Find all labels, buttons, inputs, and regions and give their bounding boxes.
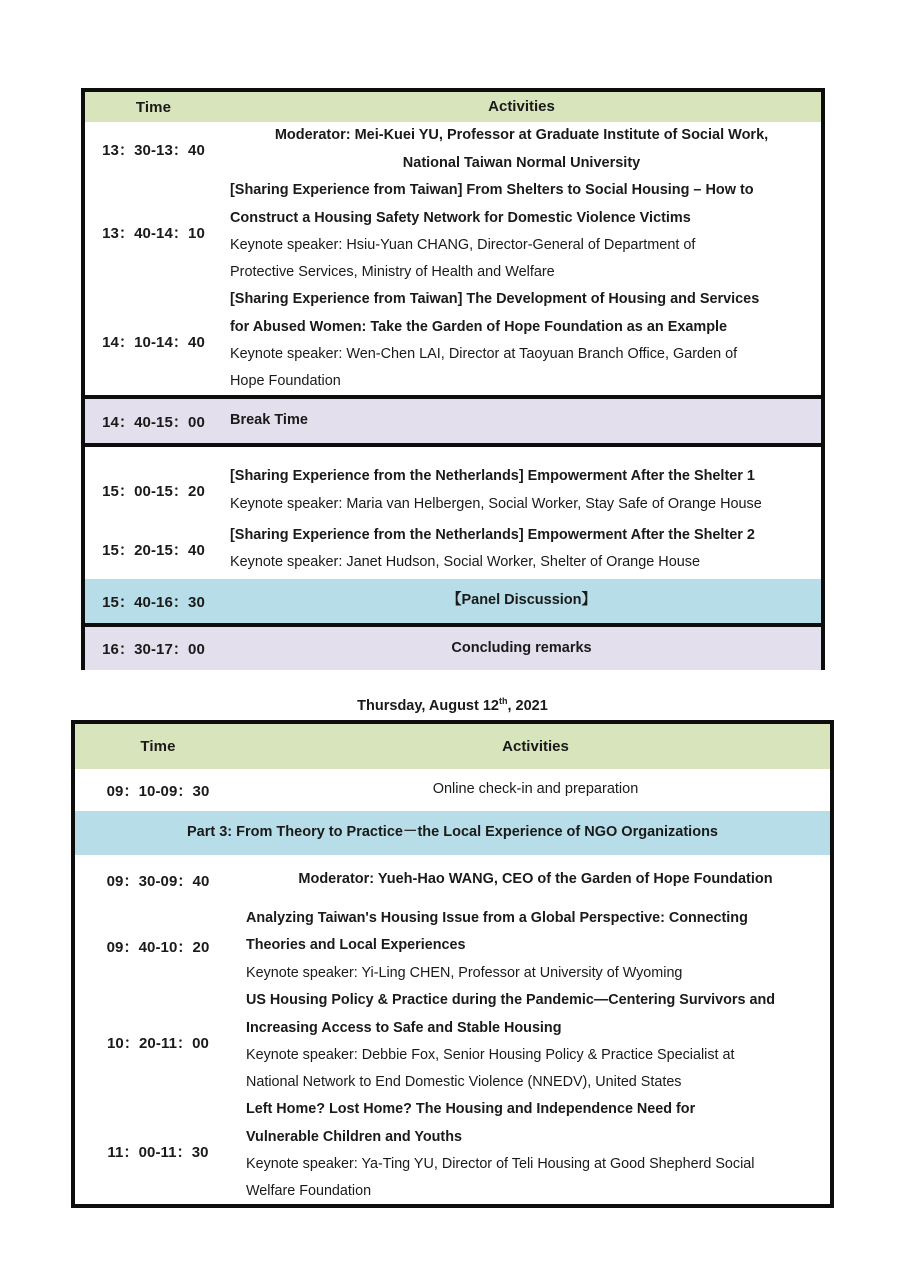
activity-cell: Online check-in and preparation bbox=[432, 781, 639, 798]
session-title: US Housing Policy & Practice during the Pandemic—Centering Survivors and bbox=[246, 992, 776, 1009]
speaker-line: Keynote speaker: Yi-Ling CHEN, Professor at University of Wyoming bbox=[246, 964, 683, 981]
table-row bbox=[75, 855, 830, 905]
activity-cell bbox=[222, 287, 821, 395]
speaker-line: Keynote speaker: Debbie Fox, Senior Housing Policy & Practice Specialist at bbox=[246, 1047, 735, 1063]
speaker-line: Protective Services, Ministry of Health and Welfare bbox=[230, 264, 555, 281]
header-time: Time bbox=[140, 738, 176, 755]
table-header bbox=[75, 724, 830, 769]
speaker-line: National Network to End Domestic Violence (NNEDV), United States bbox=[246, 1074, 682, 1091]
header-activities: Activities bbox=[502, 737, 569, 755]
time-cell: 09：30-09：40 bbox=[106, 872, 210, 890]
section-row bbox=[75, 811, 830, 855]
table-row-break bbox=[85, 395, 821, 447]
time-cell: 13：40-14：10 bbox=[102, 224, 205, 242]
speaker-line: Keynote speaker: Maria van Helbergen, Social Worker, Stay Safe of Orange House bbox=[230, 495, 762, 512]
session-title: Analyzing Taiwan's Housing Issue from a Global Perspective: Connecting bbox=[246, 910, 748, 927]
speaker-line: Hope Foundation bbox=[230, 373, 341, 390]
table-row bbox=[85, 122, 821, 177]
speaker-line: Welfare Foundation bbox=[246, 1183, 372, 1200]
activity-cell bbox=[222, 452, 821, 519]
activity-cell: Concluding remarks bbox=[451, 639, 592, 656]
table-row bbox=[75, 769, 830, 811]
time-cell: 13：30-13：40 bbox=[102, 142, 205, 159]
table-row bbox=[75, 987, 830, 1097]
table-row bbox=[75, 905, 830, 987]
activity-cell bbox=[241, 987, 830, 1097]
table-row bbox=[75, 1097, 830, 1205]
time-cell: 15：20-15：40 bbox=[102, 541, 205, 559]
activity-cell bbox=[222, 519, 821, 579]
session-title: Vulnerable Children and Youths bbox=[246, 1128, 462, 1145]
header-time: Time bbox=[135, 98, 172, 116]
session-title: [Sharing Experience from Taiwan] The Development of Housing and Services bbox=[230, 291, 760, 308]
time-cell: 15：00-15：20 bbox=[102, 483, 205, 500]
header-activities: Activities bbox=[488, 98, 555, 116]
time-cell: 16：30-17：00 bbox=[102, 641, 205, 658]
time-cell: 14：10-14：40 bbox=[102, 333, 205, 351]
activity-cell: Break Time bbox=[230, 412, 308, 429]
section-title: Part 3: From Theory to Practice－the Local Experience of NGO Organizations bbox=[187, 824, 718, 841]
session-title: Construct a Housing Safety Network for Domestic Violence Victims bbox=[230, 209, 691, 226]
session-title: Theories and Local Experiences bbox=[246, 937, 466, 954]
speaker-line: Keynote speaker: Ya-Ting YU, Director of Teli Housing at Good Shepherd Social bbox=[246, 1156, 755, 1172]
table-row-panel bbox=[85, 579, 821, 623]
activity-cell: Moderator: Yueh-Hao WANG, CEO of the Garden of Hope Foundation bbox=[298, 871, 773, 888]
activity-cell bbox=[222, 122, 821, 177]
session-title: Increasing Access to Safe and Stable Housing bbox=[246, 1019, 562, 1036]
time-cell: 09：40-10：20 bbox=[106, 938, 210, 956]
session-title: [Sharing Experience from the Netherlands] Empowerment After the Shelter 1 bbox=[230, 468, 755, 485]
table-row-concluding bbox=[85, 623, 821, 670]
activity-cell bbox=[222, 177, 821, 287]
speaker-line: Keynote speaker: Wen-Chen LAI, Director at Taoyuan Branch Office, Garden of bbox=[230, 346, 738, 362]
time-cell: 10：20-11：00 bbox=[106, 1034, 209, 1052]
schedule-table-1 bbox=[81, 88, 825, 670]
table-row bbox=[85, 452, 821, 519]
time-cell: 11：00-11：30 bbox=[107, 1143, 209, 1161]
activity-cell bbox=[241, 1097, 830, 1205]
moderator-line: National Taiwan Normal University bbox=[402, 154, 641, 171]
schedule-table-2 bbox=[71, 720, 834, 1208]
table-row bbox=[85, 287, 821, 395]
session-title: Left Home? Lost Home? The Housing and Independence Need for bbox=[246, 1101, 696, 1118]
moderator-line: Moderator: Mei-Kuei YU, Professor at Graduate Institute of Social Work, bbox=[274, 127, 769, 144]
speaker-line: Keynote speaker: Janet Hudson, Social Worker, Shelter of Orange House bbox=[230, 554, 701, 570]
table-row bbox=[85, 519, 821, 579]
speaker-line: Keynote speaker: Hsiu-Yuan CHANG, Director-General of Department of bbox=[230, 237, 696, 253]
activity-cell bbox=[241, 905, 830, 987]
session-title: for Abused Women: Take the Garden of Hope Foundation as an Example bbox=[230, 318, 728, 335]
table-row bbox=[85, 177, 821, 287]
time-cell: 14：40-15：00 bbox=[102, 413, 205, 431]
time-cell: 15：40-16：30 bbox=[102, 593, 205, 611]
session-title: [Sharing Experience from Taiwan] From Shelters to Social Housing – How to bbox=[230, 182, 754, 199]
table-header bbox=[85, 92, 821, 122]
day-heading: Thursday, August 12th, 2021 bbox=[357, 696, 548, 714]
time-cell: 09：10-09：30 bbox=[106, 782, 210, 800]
session-title: [Sharing Experience from the Netherlands] Empowerment After the Shelter 2 bbox=[230, 526, 755, 543]
activity-cell: 【Panel Discussion】 bbox=[446, 592, 597, 609]
